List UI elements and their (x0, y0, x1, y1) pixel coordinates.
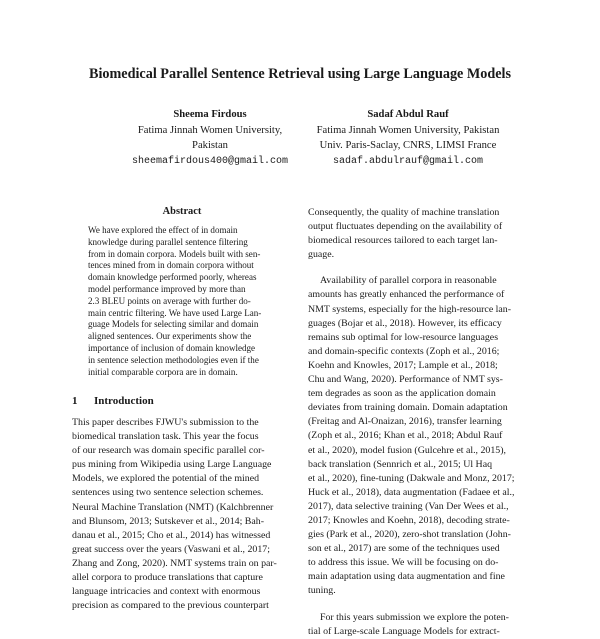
abstract-heading: Abstract (162, 206, 202, 217)
text-line: and domain-specific contexts (Zoph et al., 2016; (308, 345, 500, 357)
text-line: 2.3 BLEU points on average with further do- (88, 295, 251, 306)
text-line: Consequently, the quality of machine translation (308, 207, 500, 218)
text-line: to address this issue. We will be focusing on do- (308, 557, 499, 569)
text-line: precision as compared to the previous counterpart (72, 600, 269, 612)
section-title: Introduction (94, 395, 154, 407)
text-line: in sentence selection methodologies even if the (88, 354, 259, 365)
text-line: main adaptation using data augmentation and fine (308, 571, 505, 583)
text-line: Availability of parallel corpora in reasonable (320, 275, 497, 287)
text-line: guages (Bojar et al., 2018). However, its efficacy (308, 317, 502, 329)
text-line: We have explored the effect of in domain (88, 225, 238, 235)
text-line: sentences using two sentence selection schemes. (72, 487, 264, 499)
paragraph-gap (308, 262, 534, 274)
abstract-body (88, 225, 280, 378)
text-line: (Zoph et al., 2016; Khan et al., 2018; Abdul Rauf (308, 430, 503, 442)
text-line: Zhang and Zong, 2020). NMT systems train on par- (72, 557, 277, 569)
text-line: knowledge during parallel sentence filtering (88, 236, 248, 247)
text-line: Huck et al., 2018), data augmentation (Fadaee et al., (308, 486, 515, 498)
author-email[interactable]: sadaf.abdulrauf@gmail.com (332, 155, 484, 167)
text-line: son et al., 2017) are some of the techniques used (308, 543, 500, 555)
text-line: output fluctuates depending on the availability of (308, 221, 503, 233)
text-line: biomedical translation task. This year the focus (72, 431, 259, 443)
text-line: great success over the years (Vaswani et al., 2017; (72, 543, 270, 555)
text-line: 2017; Knowles and Koehn, 2018), decoding strate- (308, 514, 510, 526)
text-line: 2017), data selective training (Van Der Wees et al., (308, 500, 509, 512)
section-heading (72, 395, 154, 407)
author-affiliation: Univ. Paris-Saclay, CNRS, LIMSI France (319, 140, 497, 151)
text-line: main centric filtering. We have used Large Lan- (88, 307, 262, 318)
text-line: NMT systems, especially for the high-resource lan- (308, 303, 512, 315)
author-affiliation: Pakistan (192, 140, 228, 151)
text-line: biomedical resources tailored to each target lan- (308, 235, 498, 247)
text-line: aligned sentences. Our experiments show the (88, 331, 252, 342)
right-column-text (308, 206, 534, 639)
text-line: tem degrades as soon as the application domain (308, 388, 496, 400)
text-line: language intricacies and context with enormous (72, 586, 261, 598)
text-line: tuning. (308, 585, 336, 597)
author-block-2 (288, 107, 528, 169)
text-line: tences mined from in domain corpora without (88, 260, 254, 271)
text-line: importance of inclusion of domain knowledge (88, 342, 256, 353)
author-email[interactable]: sheemafirdous400@gmail.com (131, 155, 289, 167)
text-line: and Blunsom, 2013; Sutskever et al., 2014; Bah- (72, 515, 264, 527)
author-affiliation: Fatima Jinnah Women University, Pakistan (316, 124, 500, 136)
text-line: Models, we explored the potential of the mined (72, 473, 260, 485)
text-line: guage Models for selecting similar and domain (88, 319, 259, 330)
text-line: back translation (Sennrich et al., 2015; Ul Haq (308, 458, 493, 470)
text-line: This paper describes FJWU's submission to the (72, 417, 259, 428)
text-line: gies (Park et al., 2020), zero-shot translation (John- (308, 529, 511, 541)
text-line: domain knowledge performed poorly, whereas (88, 272, 257, 283)
text-line: pus mining from Wikipedia using Large Language (72, 459, 272, 471)
text-line: Koehn and Knowles, 2017; Lample et al., 2018; (308, 359, 498, 371)
text-line: Neural Machine Translation (NMT) (Kalchbrenner (72, 501, 274, 513)
intro-text (72, 416, 298, 613)
text-line: model performance improved by more than (88, 283, 246, 294)
text-line: remains sub optimal for low-resource languages (308, 331, 499, 343)
text-line: deviates from training domain. Domain adaptation (308, 402, 508, 414)
section-number: 1 (72, 395, 78, 407)
text-line: guage. (308, 249, 335, 261)
text-line: danau et al., 2015; Cho et al., 2014) has witnessed (72, 529, 271, 541)
author-affiliation: Fatima Jinnah Women University, (137, 124, 283, 136)
author-name: Sheema Firdous (173, 109, 247, 120)
text-line: amounts has greatly enhanced the performance of (308, 289, 505, 301)
text-line: (Freitag and Al-Onaizan, 2016), transfer learning (308, 416, 502, 428)
author-name: Sadaf Abdul Rauf (367, 109, 449, 120)
text-line: of our research was domain specific parallel cor- (72, 445, 265, 457)
text-line: et al., 2020), fine-tuning (Dakwale and Monz, 2017; (308, 472, 515, 484)
text-line: initial comparable corpora are in domain. (88, 366, 238, 377)
text-line: et al., 2020), model fusion (Gulcehre et al., 2015), (308, 444, 506, 456)
paper-title: Biomedical Parallel Sentence Retrieval using Large Language Models (88, 66, 512, 82)
text-line: Chu and Wang, 2020). Performance of NMT sys- (308, 374, 503, 386)
author-block-1 (105, 107, 315, 169)
paragraph-gap (308, 599, 534, 611)
text-line: For this years submission we explore the poten- (320, 611, 509, 623)
text-line: from in domain corpora. Models built with sen- (88, 248, 261, 259)
text-line: allel corpora to produce translations that capture (72, 572, 263, 584)
text-line: tial of Large-scale Language Models for extract- (308, 625, 500, 637)
